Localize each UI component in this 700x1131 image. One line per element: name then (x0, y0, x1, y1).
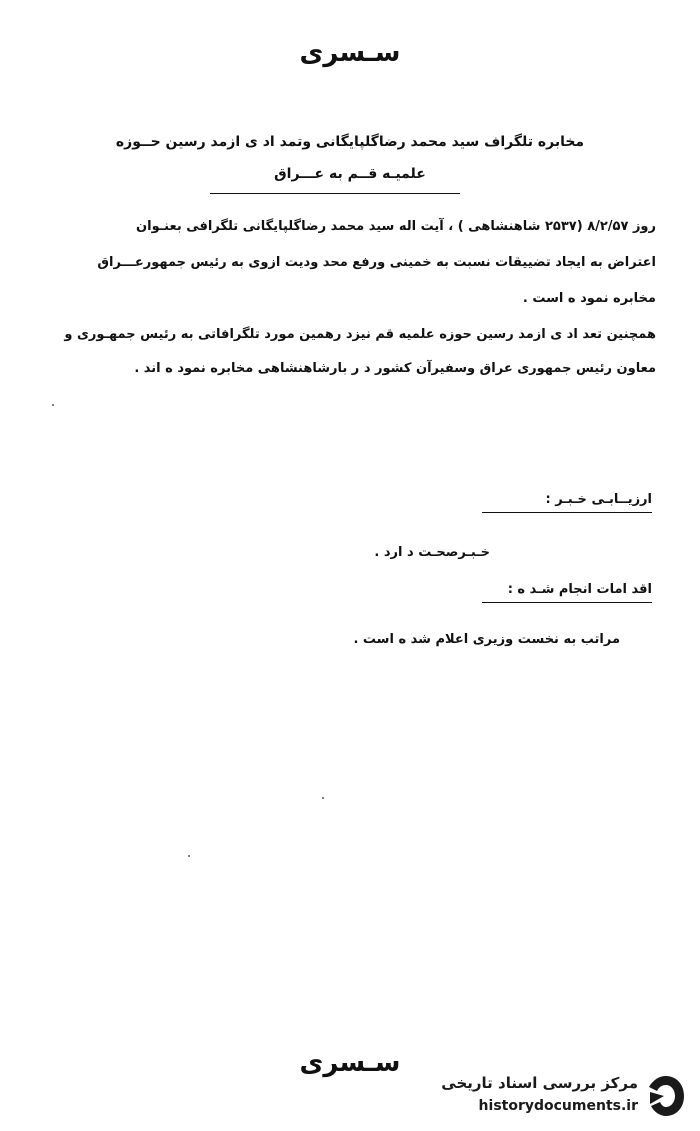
actions-label: اقد امات انجام شـد ه : (507, 582, 652, 597)
evaluation-value: خـبـرصحـت د ارد . (374, 545, 490, 560)
watermark-name: مرکز بررسی اسناد تاریخی (441, 1074, 638, 1092)
paragraph2-line2: معاون رئیس جمهوری عراق وسفیرآن کشور د ر بارشاهنشاهی مخابره نمود ه اند . (134, 361, 656, 376)
scan-speck (52, 404, 54, 406)
scan-speck (322, 797, 324, 799)
evaluation-label: ارزیــابـی خـبـر : (545, 492, 652, 507)
classification-stamp-top: سـسری (299, 38, 401, 68)
paragraph1-line3: مخابره نمود ه است . (522, 291, 656, 306)
paragraph2-line1: همچنین تعد اد ی ازمد رسین حوزه علمیه قم نیزد رهمین مورد تلگرافاتی به رئیس جمهـوری و (64, 327, 656, 342)
document-title-line1: مخابره تلگراف سید محمد رضاگلپایگانی وتمد اد ی ازمد رسین حــوزه (115, 134, 585, 150)
evaluation-underline (482, 512, 652, 513)
watermark-site: historydocuments.ir (478, 1098, 638, 1114)
scan-speck (188, 855, 190, 857)
watermark (420, 1070, 690, 1122)
document-title-line2: علمیـه قــم به عـــراق (274, 166, 426, 182)
actions-underline (482, 602, 652, 603)
actions-value: مراتب به نخست وزیری اعلام شد ه است . (353, 632, 620, 647)
paragraph1-line2: اعتراض به ایجاد تضییقات نسبت به خمینی ورفع محد ودیت ازوی به رئیس جمهورعـــراق (97, 255, 656, 270)
paragraph1-line1: روز ۸/۲/۵۷ (۲۵۳۷ شاهنشاهی ) ، آیت اله سید محمد رضاگلپایگانی تلگرافی بعنـوان (136, 219, 656, 234)
classification-stamp-bottom: سـسری (299, 1048, 401, 1078)
archive-emblem-icon (646, 1074, 686, 1118)
title-underline (210, 193, 460, 194)
